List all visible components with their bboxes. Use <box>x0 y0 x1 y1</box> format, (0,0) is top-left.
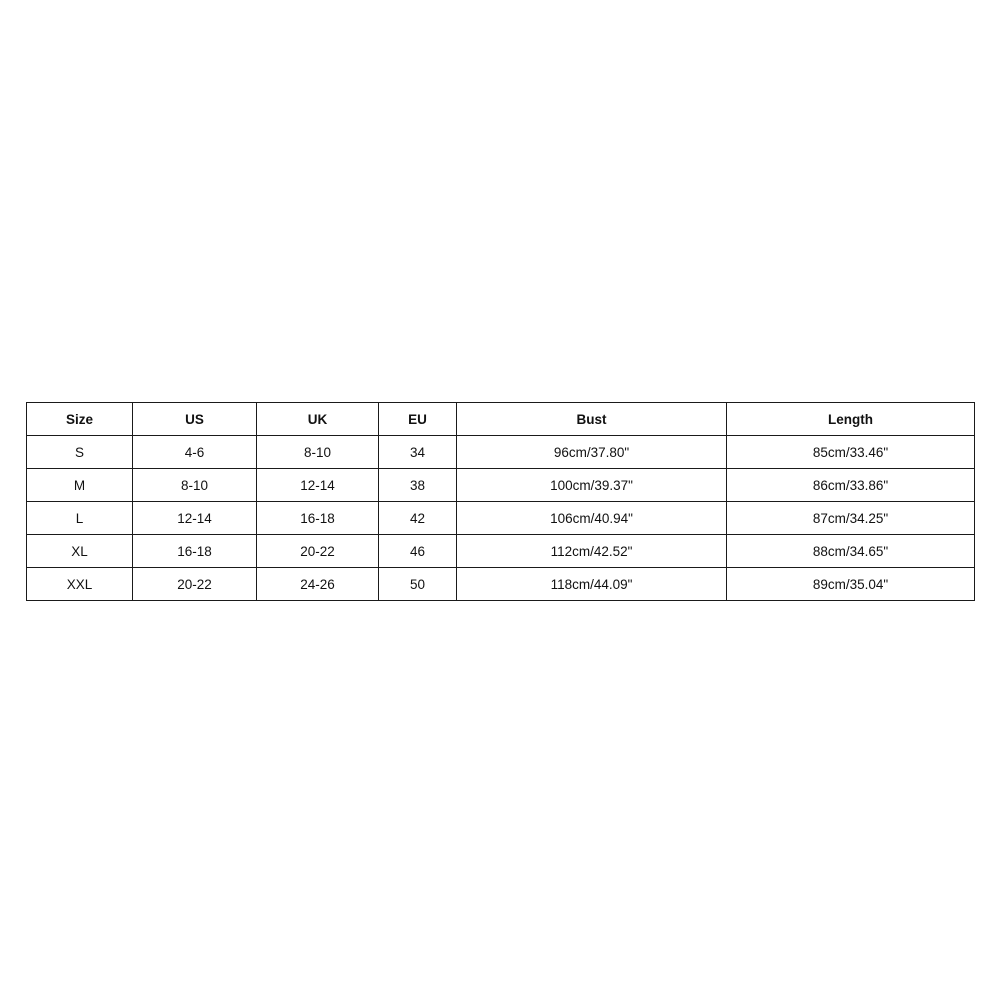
size-chart-table <box>26 402 975 601</box>
table-row <box>27 436 975 469</box>
cell-length: 86cm/33.86" <box>727 469 975 502</box>
cell-us: 4-6 <box>133 436 257 469</box>
cell-eu: 34 <box>379 436 457 469</box>
cell-bust: 112cm/42.52" <box>457 535 727 568</box>
cell-us: 12-14 <box>133 502 257 535</box>
column-header-length: Length <box>727 403 975 436</box>
cell-us: 8-10 <box>133 469 257 502</box>
cell-us: 16-18 <box>133 535 257 568</box>
table-row <box>27 469 975 502</box>
table-row <box>27 502 975 535</box>
cell-uk: 24-26 <box>257 568 379 601</box>
cell-bust: 100cm/39.37" <box>457 469 727 502</box>
cell-eu: 50 <box>379 568 457 601</box>
cell-uk: 8-10 <box>257 436 379 469</box>
table-header-row <box>27 403 975 436</box>
cell-size: S <box>27 436 133 469</box>
cell-bust: 96cm/37.80" <box>457 436 727 469</box>
cell-uk: 20-22 <box>257 535 379 568</box>
cell-size: L <box>27 502 133 535</box>
cell-size: XL <box>27 535 133 568</box>
cell-length: 88cm/34.65" <box>727 535 975 568</box>
column-header-eu: EU <box>379 403 457 436</box>
column-header-us: US <box>133 403 257 436</box>
cell-uk: 12-14 <box>257 469 379 502</box>
cell-uk: 16-18 <box>257 502 379 535</box>
cell-eu: 46 <box>379 535 457 568</box>
cell-bust: 118cm/44.09" <box>457 568 727 601</box>
cell-eu: 38 <box>379 469 457 502</box>
cell-bust: 106cm/40.94" <box>457 502 727 535</box>
cell-size: M <box>27 469 133 502</box>
cell-length: 87cm/34.25" <box>727 502 975 535</box>
cell-eu: 42 <box>379 502 457 535</box>
column-header-uk: UK <box>257 403 379 436</box>
table-row <box>27 568 975 601</box>
cell-us: 20-22 <box>133 568 257 601</box>
column-header-size: Size <box>27 403 133 436</box>
cell-length: 85cm/33.46" <box>727 436 975 469</box>
cell-length: 89cm/35.04" <box>727 568 975 601</box>
table-row <box>27 535 975 568</box>
size-chart-container <box>26 402 974 601</box>
column-header-bust: Bust <box>457 403 727 436</box>
cell-size: XXL <box>27 568 133 601</box>
